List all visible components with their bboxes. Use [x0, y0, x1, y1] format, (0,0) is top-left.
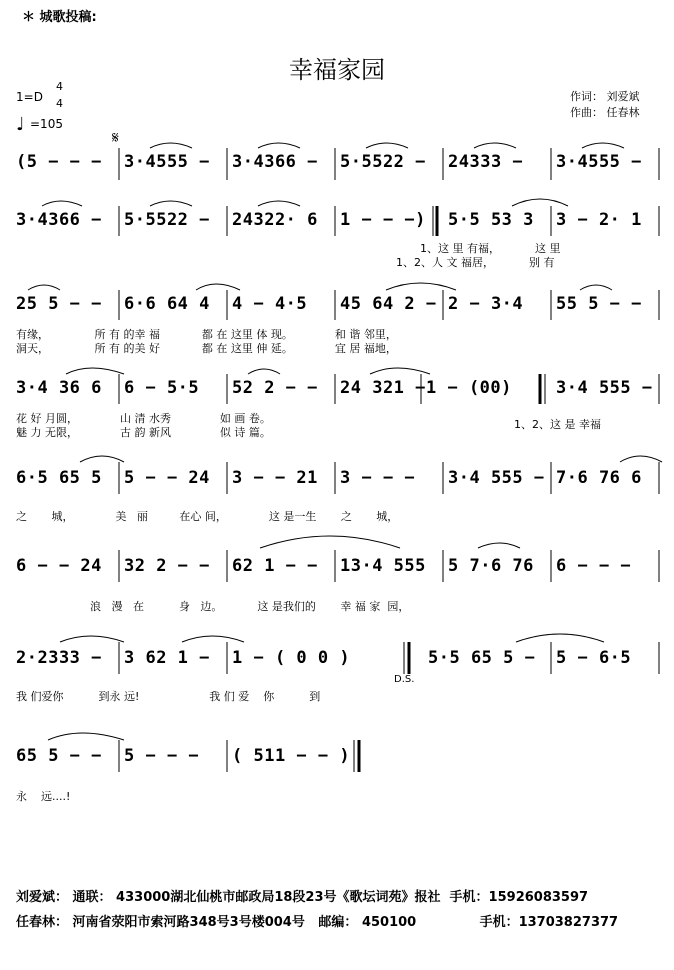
- measure: 5 − − −: [124, 746, 200, 766]
- measure: 65 5 − −: [16, 746, 102, 766]
- measure: 5 − − 24: [124, 468, 210, 488]
- measure: 62 1 − −: [232, 556, 318, 576]
- measure: 1 − − −): [340, 210, 426, 230]
- key-signature: 1=D: [16, 90, 43, 104]
- lyric-line: 魅 力 无限， 古 韵 新风 似 诗 篇。: [16, 426, 271, 439]
- time-signature-top: 4: [56, 80, 63, 93]
- measure: 6 − − 24: [16, 556, 102, 576]
- slurs: [28, 143, 662, 740]
- measure: 5 − 6·5: [556, 648, 632, 668]
- bar-lines: [119, 148, 659, 772]
- measure: 3·4366 −: [232, 152, 318, 172]
- composer: 作曲： 任春林: [570, 106, 640, 119]
- measure: 5·5522 −: [340, 152, 426, 172]
- measure: 24333 −: [448, 152, 524, 172]
- footer-contact-lyricist: 刘爱斌： 通联： 433000湖北仙桃市邮政局18段23号《歌坛词苑》报社 手机：15926083597: [16, 890, 589, 905]
- measure: 5·5522 −: [124, 210, 210, 230]
- measure: 24322· 6: [232, 210, 318, 230]
- lyric-line: 浪 漫 在 身 边。 这 是我们的 幸 福 家 园，: [90, 600, 410, 613]
- measure: 55 5 − −: [556, 294, 642, 314]
- measure: 5 7·6 76: [448, 556, 534, 576]
- tempo: =105: [30, 117, 63, 131]
- song-title: 幸福家园: [289, 56, 385, 84]
- measure: 1 − (00): [426, 378, 512, 398]
- measure: 52 2 − −: [232, 378, 318, 398]
- measure: 45 64 2 −: [340, 294, 437, 314]
- measure: 3·4 555 −: [448, 468, 545, 488]
- measure: (5 − − −: [16, 152, 102, 172]
- measure: 3·4555 −: [124, 152, 210, 172]
- measure: 2 − 3·4: [448, 294, 524, 314]
- time-signature-bottom: 4: [56, 97, 63, 110]
- measure: 24 321 −: [340, 378, 426, 398]
- lyric-line: 1、2、这 是 幸福: [514, 418, 601, 431]
- lyric-line: 花 好 月圆， 山 清 水秀 如 画 卷。: [16, 412, 271, 425]
- measure: 7·6 76 6: [556, 468, 642, 488]
- measure: 6 − − −: [556, 556, 632, 576]
- measure: 6 − 5·5: [124, 378, 200, 398]
- lyric-line: 我 们爱你 到永 远! 我 们 爱 你 到: [16, 690, 321, 703]
- measure: 3·4 555 −: [556, 378, 653, 398]
- submission-tag: ＊ 城歌投稿:: [22, 10, 97, 25]
- segno-icon: 𝄋: [112, 128, 119, 147]
- measure: ( 511 − − ): [232, 746, 351, 766]
- lyric-line: 之 城， 美 丽 在心 间， 这 是一生 之 城，: [16, 510, 399, 523]
- measure: 32 2 − −: [124, 556, 210, 576]
- lyric-line: 1、这 里 有福， 这 里: [420, 242, 561, 255]
- measure: 3 − 2· 1: [556, 210, 642, 230]
- measure: 3 62 1 −: [124, 648, 210, 668]
- measure: 3 − − 21: [232, 468, 318, 488]
- measure: 25 5 − −: [16, 294, 102, 314]
- lyric-line: 有缘， 所 有 的幸 福 都 在 这里 体 现。 和 谐 邻里，: [16, 328, 397, 341]
- measure: 4 − 4·5: [232, 294, 308, 314]
- measure: 5·5 53 3: [448, 210, 534, 230]
- footer-contact-composer: 任春林： 河南省荥阳市索河路348号3号楼004号 邮编： 450100 手机：13703827377: [16, 915, 619, 930]
- measure: 3·4555 −: [556, 152, 642, 172]
- measure: 3·4366 −: [16, 210, 102, 230]
- measure: 3·4 36 6: [16, 378, 102, 398]
- measure: 6·5 65 5: [16, 468, 102, 488]
- measure: 1 − ( 0 0 ): [232, 648, 351, 668]
- lyricist: 作词： 刘爱斌: [570, 90, 640, 103]
- ds-marking: D.S.: [394, 674, 415, 685]
- measure: 2·2333 −: [16, 648, 102, 668]
- tempo-note-icon: ♩: [16, 114, 25, 135]
- lyric-line: 1、2、人 文 福居， 别 有: [396, 256, 555, 269]
- measure: 6·6 64 4: [124, 294, 210, 314]
- lyric-line: 洞天， 所 有 的美 好 都 在 这里 伸 延。 宜 居 福地，: [16, 342, 397, 355]
- lyric-line: 永 远....!: [16, 790, 71, 803]
- measure: 5·5 65 5 −: [428, 648, 536, 668]
- measure: 13·4 555: [340, 556, 426, 576]
- measure: 3 − − −: [340, 468, 416, 488]
